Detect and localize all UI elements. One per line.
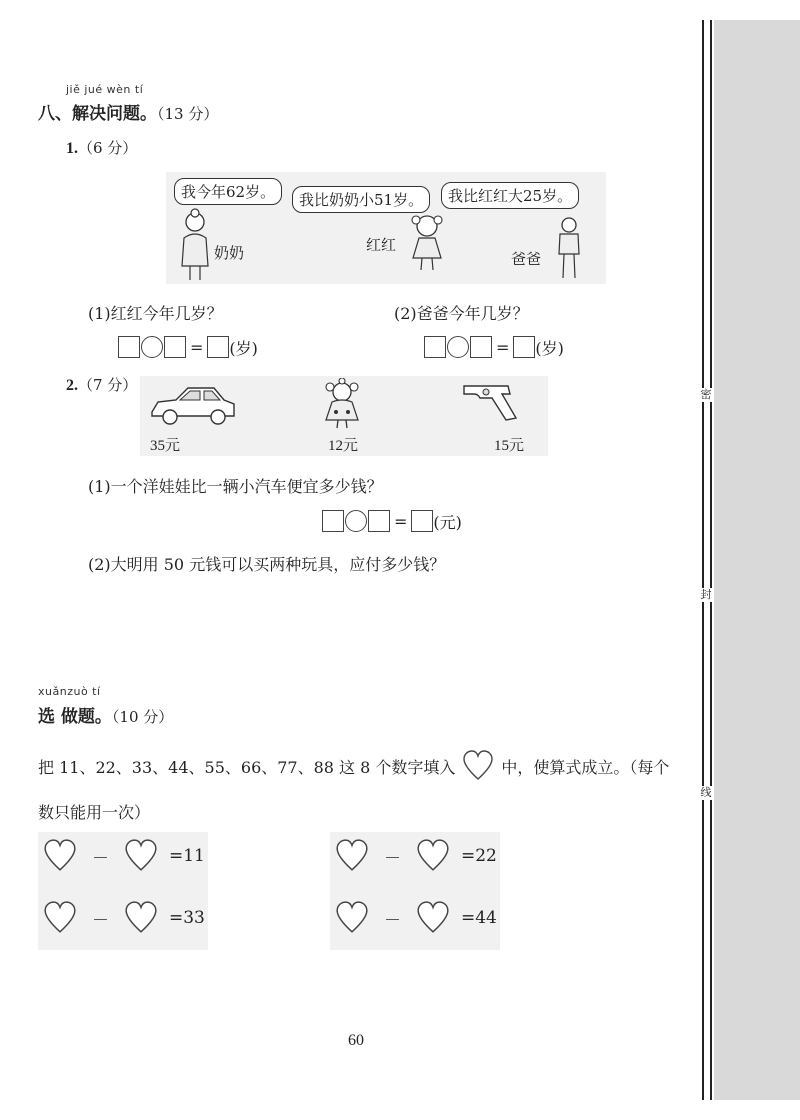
q2-sub1: (1)一个洋娃娃比一辆小汽车便宜多少钱？ [88,477,383,496]
seal-line-left [702,20,704,1100]
equals-sign: = [394,511,408,531]
section8-title: 八、解决问题。 [38,104,157,124]
heart-icon [461,749,495,783]
grandma-label: 奶奶 [214,244,245,262]
q1-sub2: (2)爸爸今年几岁？ [394,304,529,323]
q2-illustration [140,376,548,456]
operator-circle[interactable] [447,336,469,358]
section8-score: （13 分） [157,105,219,123]
q1-header [66,137,137,158]
answer-box[interactable] [118,336,140,358]
answer-box[interactable] [513,336,535,358]
section8-heading [38,99,218,124]
equation-result: =44 [461,908,497,928]
q1-sub1-equation [118,334,258,360]
grandma-illustration [178,208,212,282]
optional-instruction [38,749,669,783]
optional-pinyin: xuǎnzuò tí [38,685,101,698]
q1-sub2-equation [424,334,564,360]
heart-icon[interactable] [415,838,451,874]
seal-line-right [710,20,712,1100]
heart-icon[interactable] [42,900,78,936]
answer-box[interactable] [424,336,446,358]
operator-circle[interactable] [141,336,163,358]
grandma-speech-bubble: 我今年62岁。 [174,178,282,205]
answer-box[interactable] [322,510,344,532]
page-number: 60 [348,1032,364,1049]
q2-sub1-equation [322,508,462,534]
minus-sign: － [92,848,109,869]
answer-box[interactable] [207,336,229,358]
car-price: 35元 [150,438,181,454]
heart-equation-3 [42,900,205,936]
unit-label: (岁) [535,338,564,358]
heart-icon[interactable] [123,900,159,936]
instruction-part3: 数只能用一次） [38,803,151,822]
honghong-label: 红红 [366,236,397,254]
q1-number: 1. [66,140,78,157]
seal-mark-xian: 线 [700,786,712,799]
heart-icon[interactable] [415,900,451,936]
heart-icon[interactable] [334,838,370,874]
q2-score: （7 分） [78,376,138,394]
binding-margin [714,20,800,1100]
equation-result: =22 [461,846,497,866]
instruction-part2: 中，使算式成立。（每个 [501,757,670,777]
doll-price: 12元 [328,438,359,454]
toy-car-illustration [148,382,238,428]
dad-speech-bubble: 我比红红大25岁。 [441,182,579,209]
heart-icon[interactable] [123,838,159,874]
q2-header [66,374,137,395]
optional-score: （10 分） [111,708,174,726]
equation-result: =33 [169,908,205,928]
optional-heading [38,702,173,727]
seal-mark-mi: 密 [700,388,712,401]
equation-result: =11 [169,846,205,866]
optional-title: 选 做题。 [38,707,112,727]
dad-illustration [554,216,584,280]
section8-pinyin: jiě jué wèn tí [66,83,144,96]
answer-box[interactable] [470,336,492,358]
q2-number: 2. [66,377,78,394]
dad-label: 爸爸 [511,250,542,268]
q1-sub1: (1)红红今年几岁？ [88,304,223,323]
heart-equation-2 [334,838,497,874]
equals-sign: = [496,337,510,357]
seal-mark-feng: 封 [700,588,712,601]
gun-price: 15元 [494,438,525,454]
unit-label: (岁) [229,338,258,358]
minus-sign: － [384,848,401,869]
operator-circle[interactable] [345,510,367,532]
heart-icon[interactable] [42,838,78,874]
heart-equation-4 [334,900,497,936]
q1-score: （6 分） [78,139,138,157]
minus-sign: － [384,910,401,931]
unit-label: (元) [433,512,462,532]
heart-equation-1 [42,838,205,874]
instruction-part1: 把 11、22、33、44、55、66、77、88 这 8 个数字填入 [38,757,456,777]
honghong-illustration [408,212,446,272]
heart-icon[interactable] [334,900,370,936]
equals-sign: = [190,337,204,357]
q1-illustration [166,172,606,284]
toy-gun-illustration [462,382,526,422]
doll-illustration [322,378,362,430]
answer-box[interactable] [411,510,433,532]
q2-sub2: (2)大明用 50 元钱可以买两种玩具，应付多少钱？ [88,555,446,574]
answer-box[interactable] [368,510,390,532]
answer-box[interactable] [164,336,186,358]
honghong-speech-bubble: 我比奶奶小51岁。 [292,186,430,213]
minus-sign: － [92,910,109,931]
